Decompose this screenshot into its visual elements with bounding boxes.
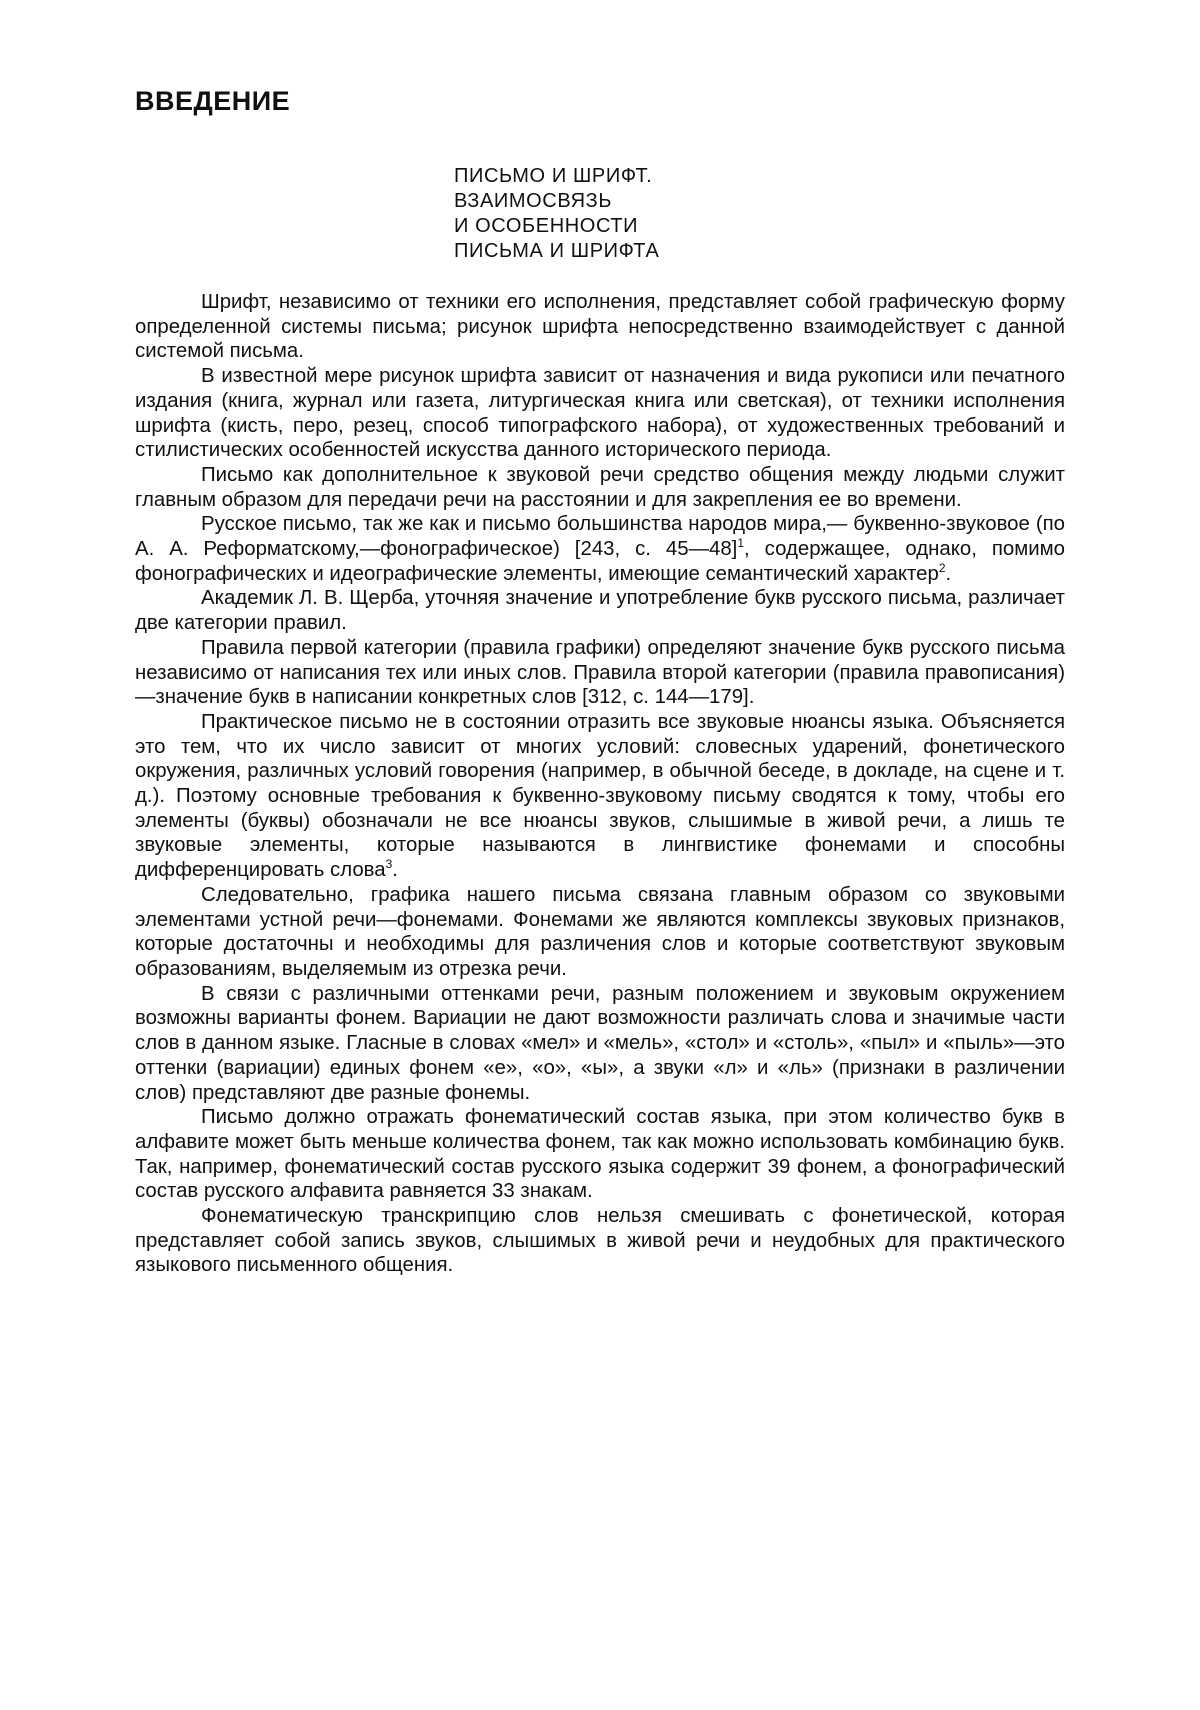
chapter-title: ВВЕДЕНИЕ [135,86,291,116]
section-heading-line: ПИСЬМА И ШРИФТА [454,240,660,262]
section-heading-line: ВЗАИМОСВЯЗЬ [454,190,613,212]
paragraph: В известной мере рисунок шрифта зависит от назначения и вида рукописи или печатного издания (книга, журнал или газета, литургическая книга или светская), от техники исполнения шрифта (кисть, перо, резец, способ типографского набора), от художественных требований и стилистических особенностей искусства данного исторического периода. [135,365,1065,462]
body-text [135,290,1065,1278]
footnote-marker: 2 [938,560,946,575]
footnote-marker: 1 [737,536,745,551]
footnote-marker: 3 [385,857,393,872]
paragraph: В связи с различными оттенками речи, разным положением и звуковым окружением возможны варианты фонем. Вариации не дают возможности различать слова и значимые части слов в данном языке. Гласные в словах «мел» и «мель», «стол» и «столь», «пыл» и «пыль»—это оттенки (вариации) единых фонем «е», «о», «ы», а звуки «л» и «ль» (признаки в различении слов) представляют две разные фонемы. [135,982,1065,1104]
paragraph [135,512,1065,586]
paragraph-text: Практическое письмо не в состоянии отразить все звуковые нюансы языка. Объясняется это тем, что их число зависит от многих условий: словесных ударений, фонетического окружения, различных условий говорения (например, в обычной беседе, в докладе, на сцене и т. д.). Поэтому основные требования к буквенно-звуковому письму сводятся к тому, чтобы его элементы (буквы) обозначали не все нюансы звуков, слышимые в живой речи, а лишь те звуковые элементы, которые называются в лингвистике фонемами и способны дифференцировать слова [135,710,1065,882]
paragraph-text: Русское письмо, так же как и письмо большинства народов мира,— буквенно-звуковое (по А. А. Реформатскому,—фонографическое) [243, с. 45—48] [135,513,1065,561]
section-heading [454,164,659,264]
section-heading-line: И ОСОБЕННОСТИ [454,215,639,237]
paragraph-text: , содержащее, однако, помимо фонографических и идеографические элементы, имеющие семантический характер [135,538,1065,585]
paragraph: Фонематическую транскрипцию слов нельзя смешивать с фонетической, которая представляет собой запись звуков, слышимых в живой речи и неудобных для практического языкового письменного общения. [135,1205,1065,1277]
section-heading-line: ПИСЬМО И ШРИФТ. [454,165,653,187]
paragraph-text: . [945,562,952,585]
paragraph: Письмо должно отражать фонематический состав языка, при этом количество букв в алфавите может быть меньше количества фонем, так как можно использовать комбинацию букв. Так, например, фонематический состав русского языка содержит 39 фонем, а фонографический состав русского алфавита равняется 33 знакам. [135,1106,1065,1203]
paragraph: Шрифт, независимо от техники его исполнения, представляет собой графическую форму определенной системы письма; рисунок шрифта непосредственно взаимодействует с данной системой письма. [135,291,1065,363]
paragraph: Письмо как дополнительное к звуковой речи средство общения между людьми служит главным образом для передачи речи на расстоянии и для закрепления ее во времени. [135,463,1065,511]
paragraph: Правила первой категории (правила графики) определяют значение букв русского письма независимо от написания тех или иных слов. Правила второй категории (правила правописания)—значение букв в написании конкретных слов [312, с. 144—179]. [135,636,1065,709]
paragraph-text: . [392,859,398,882]
paragraph: Академик Л. В. Щерба, уточняя значение и употребление букв русского письма, различает две категории правил. [135,587,1065,635]
paragraph: Следовательно, графика нашего письма связана главным образом со звуковыми элементами устной речи—фонемами. Фонемами же являются комплексы звуковых признаков, которые достаточны и необходимы для различения слов и которые соответствуют звуковым образованиям, выделяемым из отрезка речи. [135,883,1065,980]
paragraph [135,710,1065,883]
